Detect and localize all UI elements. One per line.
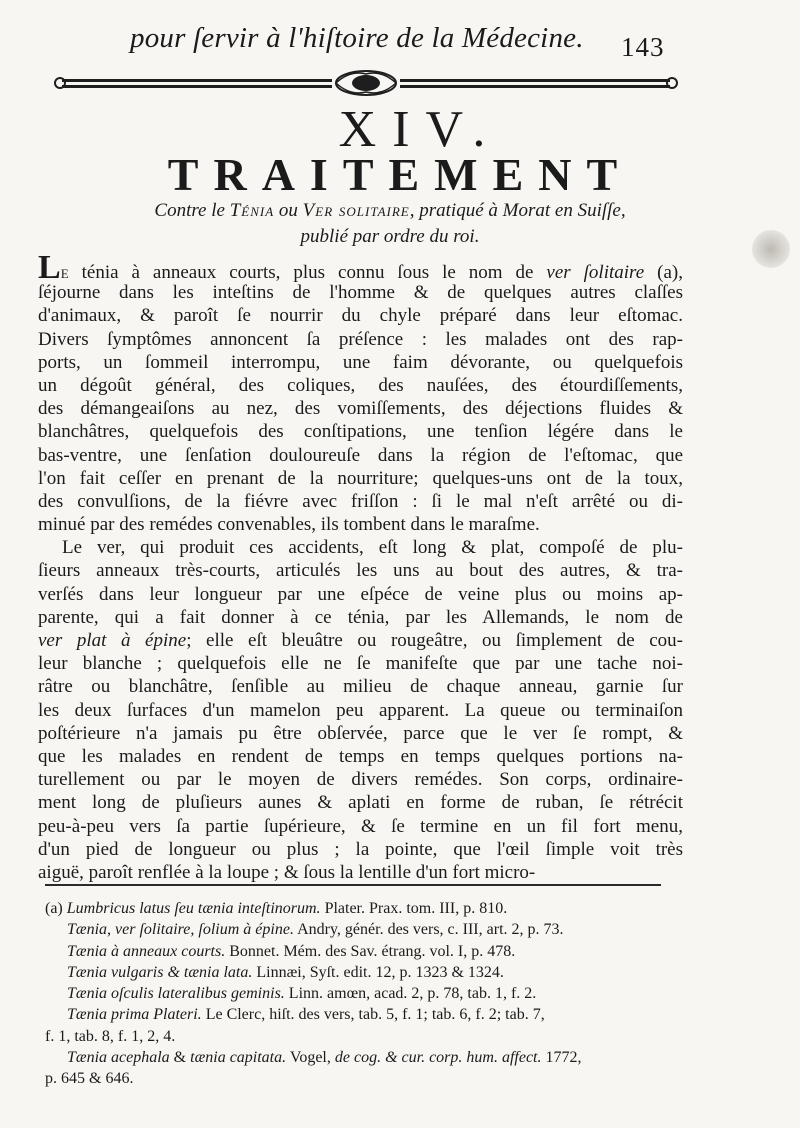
- text-line: que les malades en rendent de temps en temps quelques portions na-: [38, 745, 683, 767]
- footnote-line: [45, 898, 681, 919]
- subtitle-part: ou: [278, 200, 298, 221]
- text-line: des convulſions, de la fiévre avec friſſon : ſi le mal n'eſt arrêté ou di-: [38, 490, 683, 512]
- subtitle-part: Contre le: [154, 200, 225, 221]
- text-line: Le ver, qui produit ces accidents, eſt long & plat, compoſé de plu-: [62, 537, 683, 559]
- chapter-number: XIV.: [338, 101, 502, 158]
- footnote-citation: Linn. amœn, acad. 2, p. 78, tab. 1, f. 2.: [284, 985, 537, 1003]
- subtitle-line-2: publié par ordre du roi.: [300, 226, 480, 247]
- footnote-citation: Plater. Prax. tom. III, p. 810.: [320, 900, 508, 917]
- text-line: ment long de pluſieurs aunes & aplati en forme de ruban, ſe rétrécit: [38, 792, 683, 814]
- small-caps-text: e: [60, 262, 69, 283]
- running-head: pour ſervir à l'hiſtoire de la Médecine.: [130, 22, 584, 54]
- text-run: ; elle eſt bleuâtre ou rougeâtre, ou ſimplement de cou-: [186, 630, 683, 651]
- footnote-citation: Bonnet. Mém. des Sav. étrang. vol. I, p. 478.: [225, 942, 516, 960]
- text-line: minué par des remédes convenables, ils tombent dans le maraſme.: [38, 514, 540, 536]
- footnote-line: [45, 1004, 681, 1025]
- footnote-rule: [45, 884, 661, 886]
- footnote-title: Tænia acephala: [67, 1049, 170, 1067]
- text-line: [38, 629, 683, 652]
- text-run: ténia à anneaux courts, plus connu ſous le nom de: [68, 262, 547, 283]
- text-line: râtre ou blanchâtre, ſenſible au milieu de chaque anneau, garnie ſur: [38, 676, 683, 698]
- text-line: des démangeaiſons au nez, des vomiſſements, des déjections fluides &: [38, 398, 683, 420]
- footnote-title: tænia capitata.: [190, 1049, 287, 1067]
- footnote-title: Tænia à anneaux courts.: [67, 942, 226, 960]
- text-line: verſés dans leur longueur par une eſpéce de veine plus ou moins ap-: [38, 583, 683, 605]
- footnote-citation: 1772,: [541, 1049, 582, 1067]
- text-line: ports, un ſommeil interrompu, une faim dévorante, ou quelquefois: [38, 351, 683, 373]
- italic-text: ver ſolitaire: [546, 262, 645, 283]
- text-line: peu-à-peu vers ſa partie ſupérieure, & ſe termine en un fil fort menu,: [38, 815, 683, 837]
- paragraph-1: [38, 249, 684, 536]
- footnote-line: [45, 919, 681, 940]
- body-text: [38, 249, 684, 884]
- footnote-line: [45, 1047, 681, 1068]
- chapter-subtitle: [40, 198, 740, 250]
- footnote-mark: (a): [45, 900, 67, 917]
- text-line: bas-ventre, une ſenſation douloureuſe dans la région de l'eſtomac, que: [38, 444, 683, 466]
- footnote-title: Tænia prima Plateri.: [67, 1006, 202, 1024]
- text-run: (a),: [644, 262, 684, 283]
- footnote-title: de cog. & cur. corp. hum. affect.: [334, 1049, 542, 1067]
- text-line: turellement ou par le moyen de divers remédes. Son corps, ordinaire-: [38, 769, 683, 791]
- text-line: ſieurs anneaux très-courts, articulés les uns au bout des autres, & tra-: [38, 560, 683, 582]
- subtitle-tenia: Ténia: [229, 200, 275, 221]
- text-line: Divers ſymptômes annoncent ſa préſence : les malades ont des rap-: [38, 328, 683, 350]
- text-line: parente, qui a fait donner à ce ténia, par les Allemands, le nom de: [38, 606, 683, 628]
- ink-spot: [752, 230, 790, 268]
- footnote-title: Lumbricus latus ſeu tænia inteſtinorum.: [66, 900, 321, 917]
- text-line: blanchâtres, quelquefois des conſtipations, une tenſion légére dans le: [38, 421, 683, 443]
- footnote-title: Tænia, ver ſolitaire, ſolium à épine.: [67, 921, 294, 939]
- text-line: ſéjourne dans les inteſtins de l'homme & de quelques autres claſſes: [38, 282, 683, 304]
- paragraph-2: [38, 536, 683, 884]
- footnote-line: p. 645 & 646.: [45, 1070, 134, 1088]
- ornament-rule: [52, 70, 680, 98]
- footnote-citation: Le Clerc, hiſt. des vers, tab. 5, f. 1; tab. 6, f. 2; tab. 7,: [201, 1006, 545, 1024]
- footnote-citation: Vogel,: [286, 1049, 335, 1067]
- italic-text: ver plat à épine: [38, 630, 187, 651]
- footnote-citation: &: [169, 1049, 191, 1067]
- text-line: les deux ſurfaces d'un mamelon peu apparent. La queue ou terminaiſon: [38, 699, 683, 721]
- footnote-citation: Andry, génér. des vers, c. III, art. 2, p. 73.: [293, 921, 564, 939]
- text-line: un dégoût général, des coliques, des nauſées, des étourdiſſements,: [38, 374, 683, 396]
- text-line: l'on fait ceſſer en prenant de la nourriture; quelques-uns ont de la toux,: [38, 467, 683, 489]
- drop-cap: L: [38, 249, 61, 286]
- text-line: leur blanche ; quelquefois elle ne ſe manifeſte que par une tache noi-: [38, 653, 683, 675]
- footnote-citation: Linnæi, Syſt. edit. 12, p. 1323 & 1324.: [252, 963, 504, 981]
- text-line: poſtérieure n'a jamais pu être obſervée, parce que le ver ſe rompt, &: [38, 722, 683, 744]
- subtitle-ver-solitaire: Ver solitaire: [302, 200, 410, 221]
- text-line: d'un pied de longueur ou plus ; la pointe, que l'œil ſimple voit très: [38, 838, 683, 860]
- text-line: aiguë, paroît renflée à la loupe ; & ſous la lentille d'un fort micro-: [38, 861, 536, 883]
- footnote-line: [45, 941, 681, 962]
- chapter-title: TRAITEMENT: [167, 149, 633, 200]
- subtitle-part: , pratiqué à Morat en Suiſſe,: [409, 200, 626, 221]
- text-line: [38, 249, 684, 286]
- footnote-line: [45, 983, 681, 1004]
- footnote-line: [45, 962, 681, 983]
- footnotes: [45, 898, 681, 1090]
- text-line: d'animaux, & paroît ſe nourrir du chyle préparé dans leur eſtomac.: [38, 305, 683, 327]
- footnote-line: f. 1, tab. 8, f. 1, 2, 4.: [45, 1027, 176, 1045]
- page-number: 143: [621, 32, 665, 62]
- footnote-title: Tænia vulgaris & tænia lata.: [67, 963, 253, 981]
- footnote-title: Tænia oſculis lateralibus geminis.: [67, 985, 285, 1003]
